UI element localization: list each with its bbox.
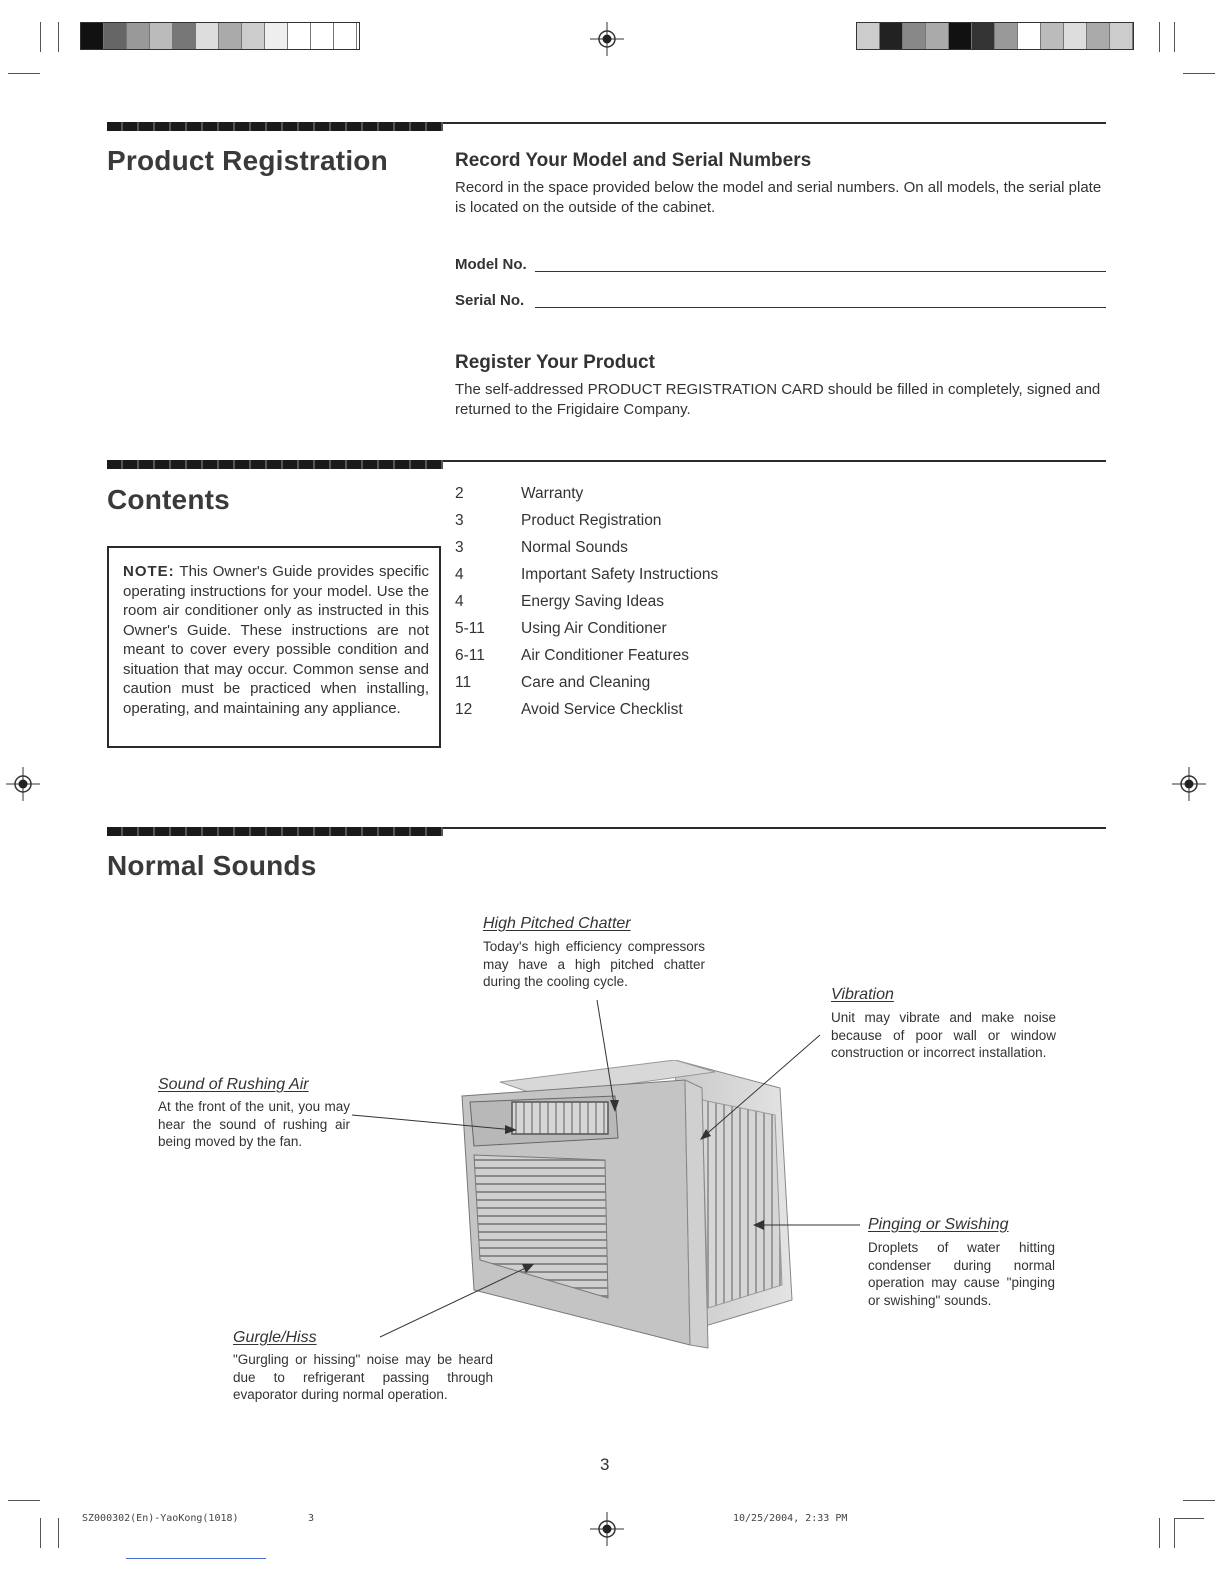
- toc-page-number: 6-11: [455, 647, 485, 664]
- note-body: This Owner's Guide provides specific operating instructions for your model. Use the room air conditioner only as instructed in this Owner's Guide. These instructions are not meant to cover every possible condition and situation that may occur. Common sense and caution must be practiced when installing, operating, and maintaining any appliance.: [123, 563, 429, 717]
- footer-timestamp: 10/25/2004, 2:33 PM: [733, 1513, 848, 1524]
- toc-page-number: 12: [455, 701, 473, 718]
- footer-doc-code: SZ000302(En)-YaoKong(1018): [82, 1513, 239, 1524]
- register-product-heading: Register Your Product: [455, 352, 655, 373]
- callout-text: At the front of the unit, you may hear the sound of rushing air being moved by the fan.: [158, 1099, 350, 1149]
- callout-title: Sound of Rushing Air: [158, 1076, 309, 1093]
- normal-sounds-title: Normal Sounds: [107, 850, 317, 881]
- callout-text: Today's high efficiency compressors may have a high pitched chatter during the cooling cycle.: [483, 939, 705, 989]
- model-number-label: Model No.: [455, 256, 527, 273]
- toc-item-title: Energy Saving Ideas: [521, 593, 665, 610]
- toc-item-title: Warranty: [521, 485, 584, 502]
- callout-title: Gurgle/Hiss: [233, 1329, 317, 1346]
- toc-page-number: 2: [455, 485, 464, 502]
- toc-page-number: 3: [455, 539, 464, 556]
- callout-title: Vibration: [831, 986, 894, 1003]
- page-number: 3: [600, 1455, 610, 1474]
- callout-text: "Gurgling or hissing" noise may be heard due to refrigerant passing through evaporator during normal operation.: [233, 1352, 493, 1402]
- record-numbers-text: Record in the space provided below the model and serial numbers. On all models, the serial plate is located on the outside of the cabinet.: [455, 179, 1102, 216]
- contents-title: Contents: [107, 484, 230, 515]
- callout-title: Pinging or Swishing: [868, 1216, 1009, 1233]
- toc-page-number: 4: [455, 593, 464, 610]
- serial-number-label: Serial No.: [455, 292, 525, 309]
- toc-item-title: Normal Sounds: [521, 539, 628, 556]
- callout-title: High Pitched Chatter: [483, 915, 631, 932]
- product-registration-title: Product Registration: [107, 145, 388, 176]
- toc-item-title: Product Registration: [521, 512, 662, 529]
- toc-page-number: 11: [455, 674, 472, 691]
- callout-text: Droplets of water hitting condenser during normal operation may cause "pinging or swishing" sounds.: [868, 1240, 1055, 1308]
- record-numbers-heading: Record Your Model and Serial Numbers: [455, 150, 812, 171]
- toc-item-title: Avoid Service Checklist: [521, 701, 683, 718]
- footer-link-underline: [126, 1558, 266, 1559]
- toc-page-number: 4: [455, 566, 464, 583]
- toc-page-number: 5-11: [455, 620, 485, 637]
- callout-text: Unit may vibrate and make noise because of poor wall or window construction or incorrect installation.: [831, 1010, 1056, 1060]
- toc-item-title: Using Air Conditioner: [521, 620, 667, 637]
- toc-page-number: 3: [455, 512, 464, 529]
- toc-item-title: Air Conditioner Features: [521, 647, 689, 664]
- toc-item-title: Important Safety Instructions: [521, 566, 719, 583]
- toc-item-title: Care and Cleaning: [521, 674, 651, 691]
- footer-sheet-number: 3: [308, 1513, 315, 1524]
- register-product-text: The self-addressed PRODUCT REGISTRATION CARD should be filled in completely, signed and returned to the Frigidaire Company.: [455, 381, 1101, 418]
- note-label: NOTE:: [123, 563, 175, 580]
